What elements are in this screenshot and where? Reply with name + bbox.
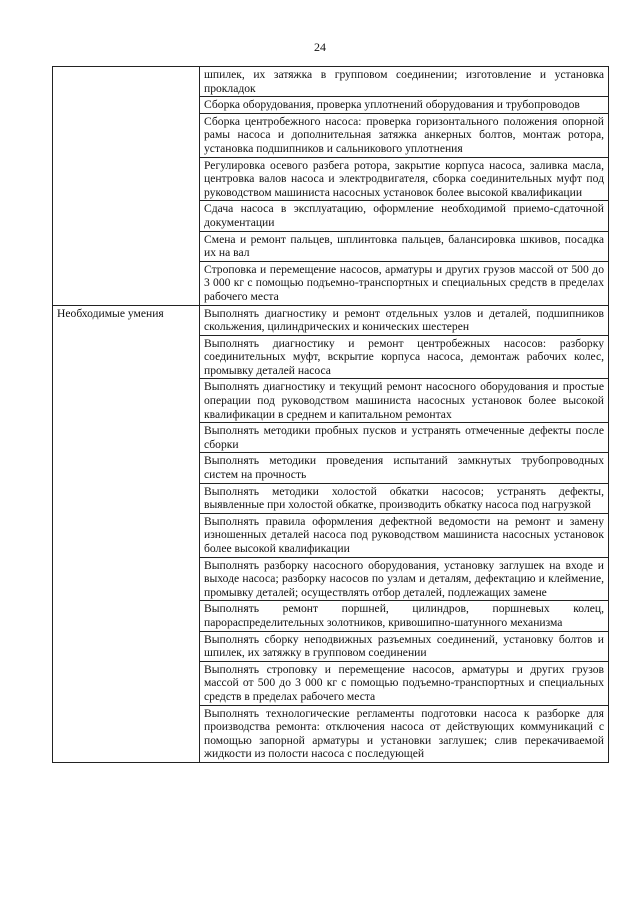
- skills-label: Необходимые умения: [53, 305, 200, 762]
- table-cell: Смена и ремонт пальцев, шплинтовка пальцев, балансировка шкивов, посадка их на вал: [200, 231, 609, 261]
- label-cell-empty: [53, 67, 200, 306]
- table-cell: Выполнять правила оформления дефектной ведомости на ремонт и замену изношенных деталей насоса под руководством машиниста насосных установок более высокой квалификации: [200, 513, 609, 557]
- table-cell: Сдача насоса в эксплуатацию, оформление необходимой приемо-сдаточной документации: [200, 201, 609, 231]
- table-cell: Выполнять диагностику и ремонт отдельных узлов и деталей, подшипников скольжения, цилиндрических и конических шестерен: [200, 305, 609, 335]
- table-cell: Выполнять диагностику и ремонт центробежных насосов: разборку соединительных муфт, вскрытие корпуса насоса, демонтаж рабочих колес, промывку деталей насоса: [200, 335, 609, 379]
- table-cell: Выполнять методики холостой обкатки насосов; устранять дефекты, выявленные при холостой обкатке, производить обкатку насоса под нагрузкой: [200, 483, 609, 513]
- table-cell: Выполнять строповку и перемещение насосов, арматуры и других грузов массой от 500 до 3 000 кг с помощью подъемно-транспортных и специальных средств в пределах рабочего места: [200, 661, 609, 705]
- table-cell: Выполнять технологические регламенты подготовки насоса к разборке для производства ремонта: отключения насоса от действующих коммуникаций с помощью запорной арматуры и установки заглушек; слив перекачиваемой жидкости из полости насоса с последующей: [200, 705, 609, 762]
- table-cell: Сборка центробежного насоса: проверка горизонтального положения опорной рамы насоса и дополнительная затяжка анкерных болтов, монтаж ротора, установка подшипников и сальникового уплотнения: [200, 113, 609, 157]
- table-cell: Регулировка осевого разбега ротора, закрытие корпуса насоса, заливка масла, центровка валов насоса и электродвигателя, сборка соединительных муфт под руководством машиниста насосных установок более высокой квалификации: [200, 157, 609, 201]
- table-cell: Выполнять диагностику и текущий ремонт насосного оборудования и простые операции под руководством машиниста насосных установок более высокой квалификации в среднем и капитальном ремонтах: [200, 379, 609, 423]
- table-row: [53, 305, 609, 335]
- table-cell: Выполнять методики пробных пусков и устранять отмеченные дефекты после сборки: [200, 423, 609, 453]
- table-cell: Сборка оборудования, проверка уплотнений оборудования и трубопроводов: [200, 97, 609, 114]
- requirements-table: [52, 66, 609, 763]
- table-cell: Выполнять ремонт поршней, цилиндров, поршневых колец, парораспределительных золотников, кривошипно-шатунного механизма: [200, 601, 609, 631]
- page-number: 24: [314, 40, 326, 54]
- table-cell: Выполнять разборку насосного оборудования, установку заглушек на входе и выходе насоса; разборку насосов по узлам и деталям, дефектацию и клеймение, промывку деталей; осуществлять отбор деталей, подлежащих замене: [200, 557, 609, 601]
- table-cell: шпилек, их затяжка в групповом соединении; изготовление и установка прокладок: [200, 67, 609, 97]
- table-cell: Выполнять сборку неподвижных разъемных соединений, установку болтов и шпилек, их затяжку в групповом соединении: [200, 631, 609, 661]
- table-row: [53, 67, 609, 97]
- table-cell: Строповка и перемещение насосов, арматуры и других грузов массой от 500 до 3 000 кг с помощью подъемно-транспортных и специальных средств в пределах рабочего места: [200, 261, 609, 305]
- table-cell: Выполнять методики проведения испытаний замкнутых трубопроводных систем на прочность: [200, 453, 609, 483]
